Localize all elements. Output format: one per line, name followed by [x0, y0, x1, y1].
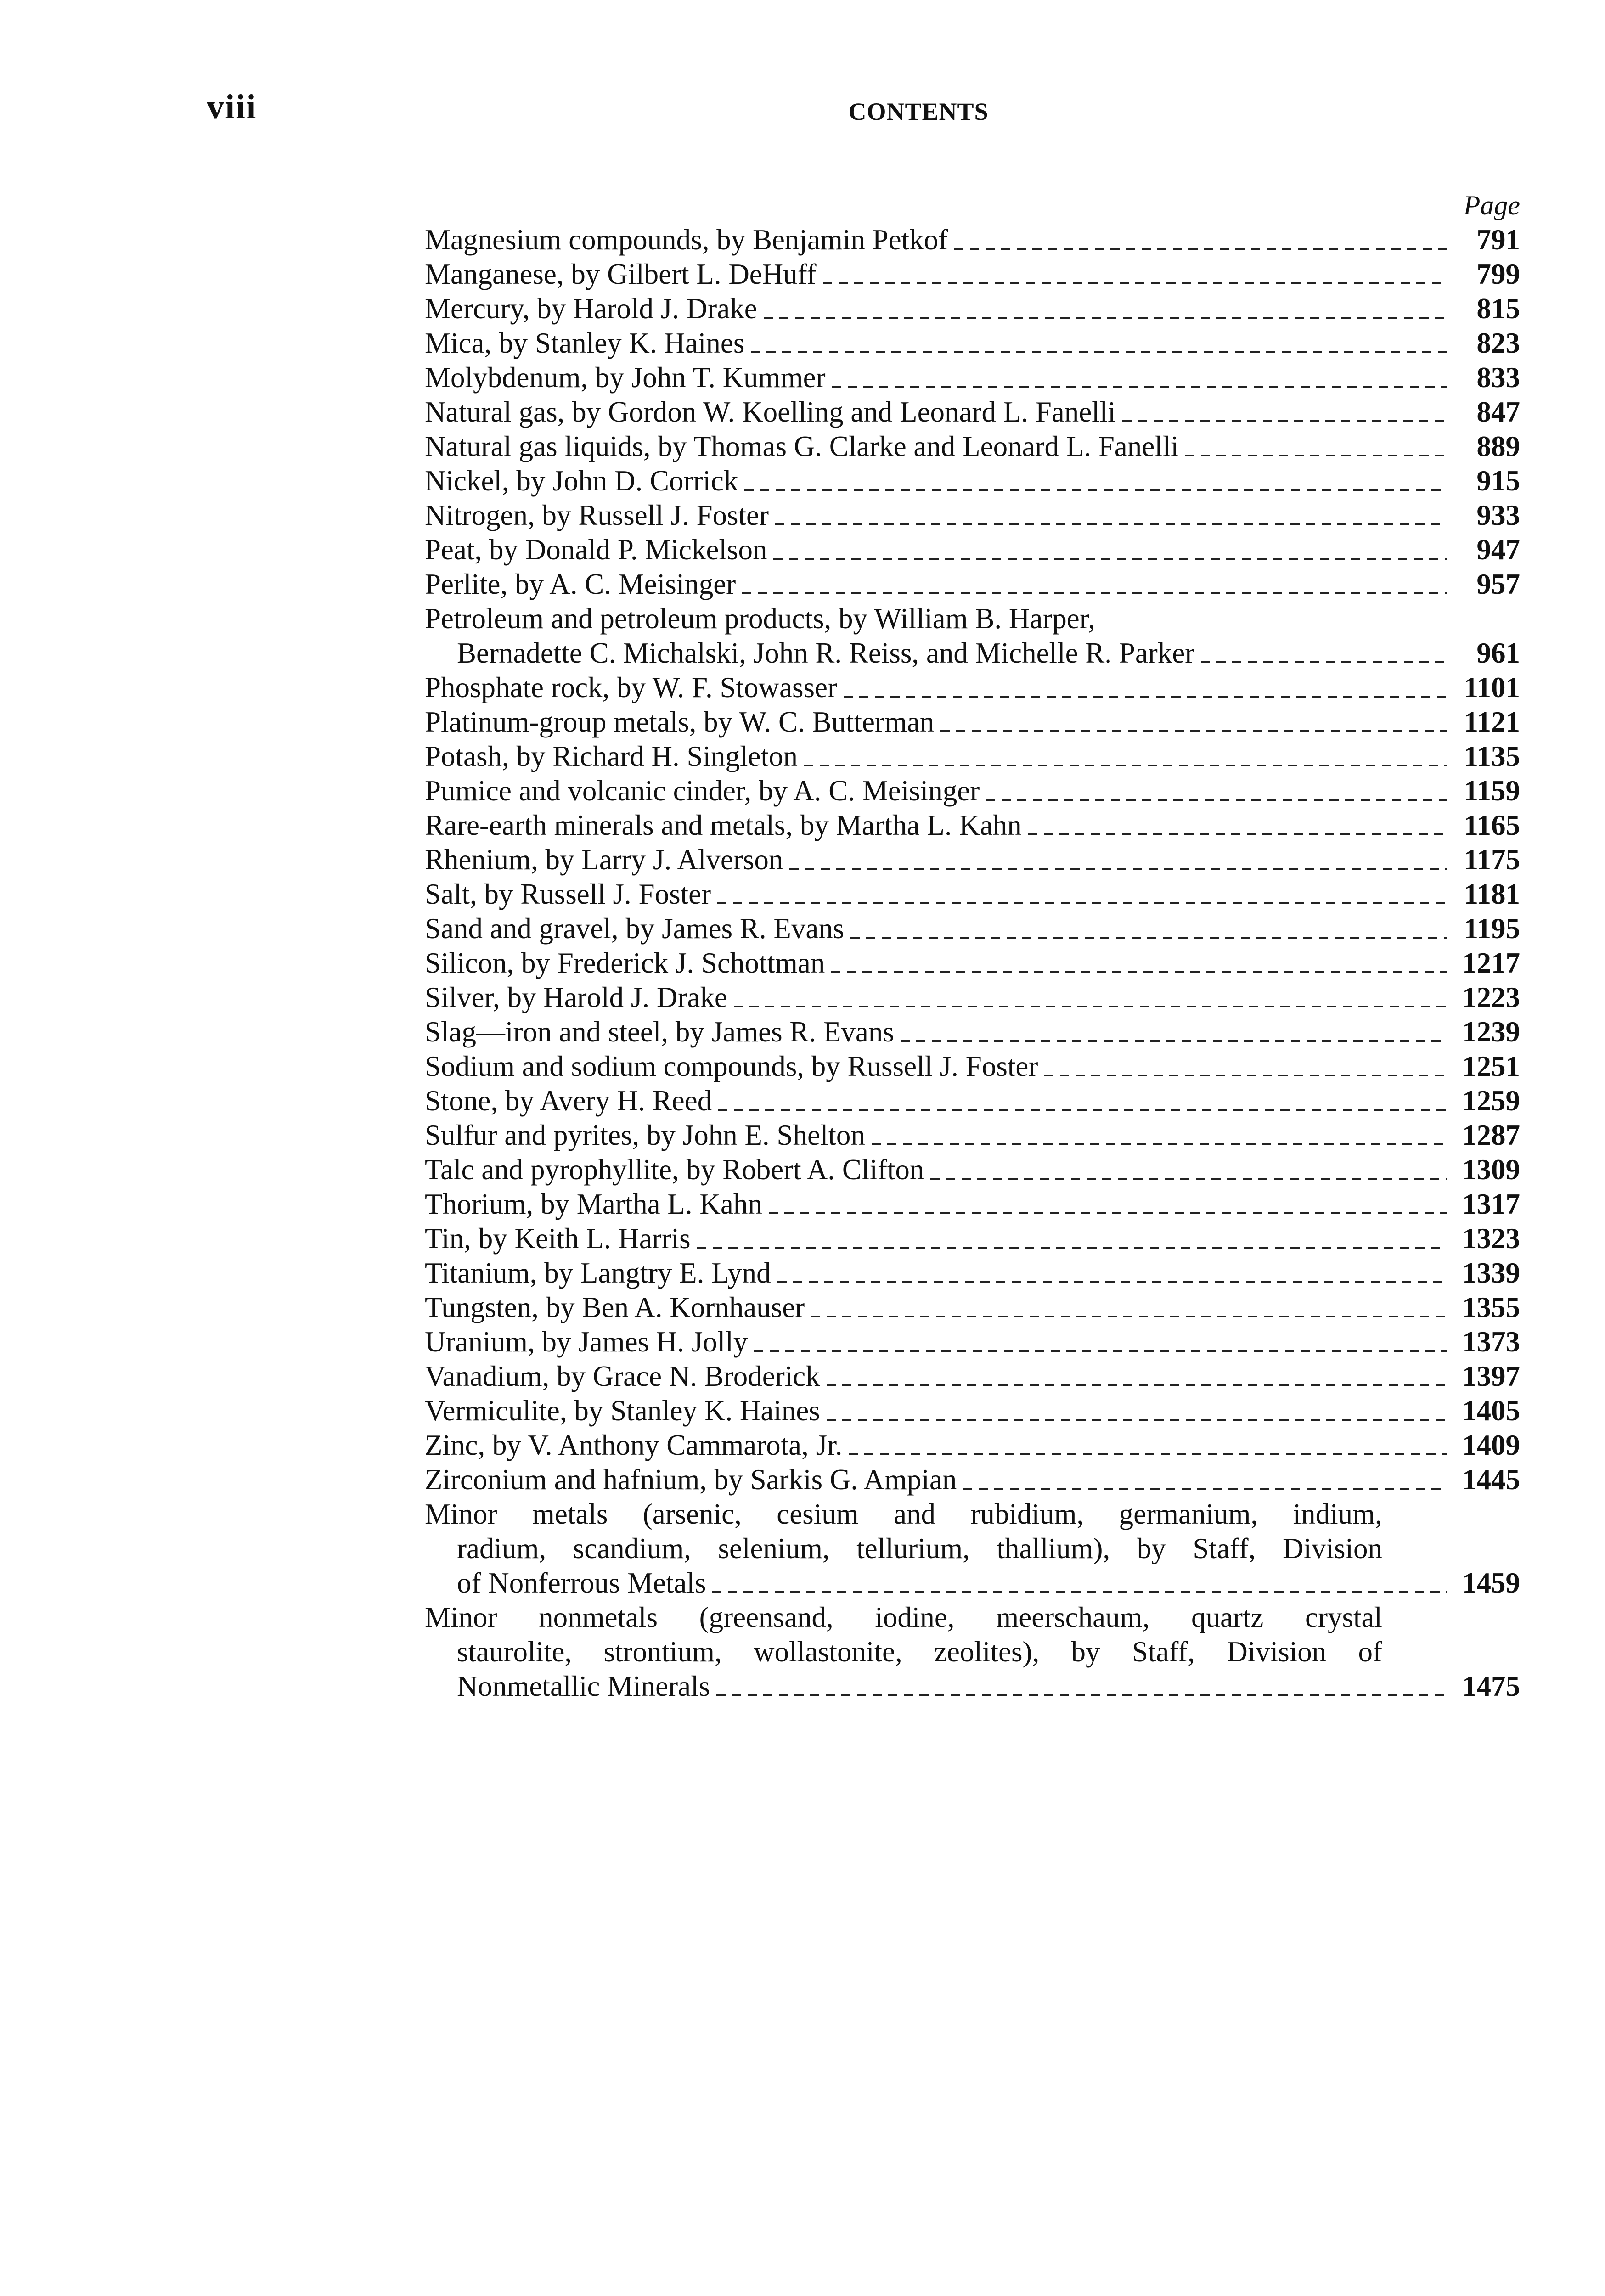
toc-entry-text: of Nonferrous Metals: [457, 1567, 706, 1599]
toc-entry-title: [425, 912, 1451, 946]
toc-entry-title: [425, 464, 1451, 498]
toc-entry-line: [425, 1531, 1451, 1566]
toc-entry-text: Vermiculite, by Stanley K. Haines: [425, 1395, 820, 1427]
toc-page-number: 1195: [1464, 912, 1520, 945]
toc-entry-title: [425, 1428, 1451, 1463]
toc-page-number: 815: [1476, 293, 1520, 325]
dot-leader: [831, 971, 1447, 973]
toc-entry: [425, 980, 1520, 1015]
toc-entry: [425, 912, 1520, 946]
dot-leader: [712, 1591, 1447, 1593]
dot-leader: [716, 1694, 1447, 1696]
toc-entry-text: Perlite, by A. C. Meisinger: [425, 568, 736, 600]
toc-entry: [425, 1256, 1520, 1290]
toc-entry-text: Minor nonmetals (greensand, iodine, meerschaum, quartz crystal: [425, 1601, 1382, 1633]
toc-entry: [425, 1153, 1520, 1187]
toc-entry-line: [425, 670, 1451, 705]
toc-page-number: 1323: [1462, 1222, 1520, 1255]
toc-entry-text: Pumice and volcanic cinder, by A. C. Meisinger: [425, 775, 980, 807]
toc-page-number: 1121: [1464, 706, 1520, 738]
toc-entry: [425, 223, 1520, 257]
toc-entry: [425, 1118, 1520, 1153]
toc-entry: [425, 739, 1520, 774]
toc-page-number: 1251: [1462, 1050, 1520, 1082]
toc-entry: [425, 395, 1520, 429]
toc-entry-text: Mica, by Stanley K. Haines: [425, 327, 745, 359]
toc-entry-title: [425, 980, 1451, 1015]
toc-entry-title: [425, 1049, 1451, 1084]
toc-entry-title: [425, 1015, 1451, 1049]
toc-entry: [425, 326, 1520, 360]
toc-entry: [425, 1497, 1520, 1600]
toc-entry-line: [425, 1394, 1451, 1428]
toc-entry-line: [425, 1256, 1451, 1290]
dot-leader: [849, 1453, 1447, 1455]
toc-entry-text: Nitrogen, by Russell J. Foster: [425, 499, 769, 531]
dot-leader: [754, 1350, 1447, 1352]
toc-page-number: 1405: [1462, 1395, 1520, 1427]
toc-entry-text: Vanadium, by Grace N. Broderick: [425, 1360, 820, 1392]
toc-entry-text: Natural gas, by Gordon W. Koelling and Leonard L. Fanelli: [425, 396, 1116, 428]
dot-leader: [789, 868, 1447, 870]
page-column-heading: Page: [1463, 190, 1520, 220]
toc-entry-title: [425, 1153, 1451, 1187]
toc-entry-text: Tin, by Keith L. Harris: [425, 1222, 691, 1255]
toc-page-number: 1317: [1462, 1188, 1520, 1220]
toc-entry-text: Nonmetallic Minerals: [457, 1670, 710, 1702]
toc-page-number: 1459: [1462, 1567, 1520, 1599]
toc-page-number: 1397: [1462, 1360, 1520, 1392]
toc-page-number: 1373: [1462, 1326, 1520, 1358]
toc-entry-title: [425, 395, 1451, 429]
dot-leader: [744, 489, 1447, 491]
toc-entry-line: [425, 257, 1451, 292]
toc-entry-text: radium, scandium, selenium, tellurium, thallium), by Staff, Division: [457, 1532, 1382, 1564]
toc-entry-text: Stone, by Avery H. Reed: [425, 1085, 712, 1117]
toc-entry-title: [425, 1497, 1451, 1600]
toc-entry-text: Minor metals (arsenic, cesium and rubidium, germanium, indium,: [425, 1498, 1382, 1530]
toc-entry-text: Talc and pyrophyllite, by Robert A. Clifton: [425, 1154, 924, 1186]
toc-page-number: 847: [1476, 396, 1520, 428]
toc-page-number: 1165: [1464, 809, 1520, 841]
toc-entry-title: [425, 292, 1451, 326]
dot-leader: [850, 937, 1447, 939]
toc-entry: [425, 877, 1520, 912]
dot-leader: [764, 317, 1447, 319]
table-of-contents: [425, 188, 1520, 1704]
toc-entry-line: [425, 292, 1451, 326]
toc-entry-text: Sodium and sodium compounds, by Russell J. Foster: [425, 1050, 1038, 1082]
dot-leader: [954, 248, 1447, 250]
toc-entry-line: [425, 1084, 1451, 1118]
toc-entry-line: [425, 1049, 1451, 1084]
toc-page-number: 1101: [1464, 671, 1520, 703]
toc-page-number: 1409: [1462, 1429, 1520, 1461]
dot-leader: [844, 696, 1447, 698]
toc-entry: [425, 1084, 1520, 1118]
toc-entry: [425, 1015, 1520, 1049]
dot-leader: [1122, 420, 1447, 422]
toc-entry-text: Molybdenum, by John T. Kummer: [425, 361, 826, 394]
toc-entry-line: [425, 877, 1451, 912]
toc-entry-text: staurolite, strontium, wollastonite, zeolites), by Staff, Division of: [457, 1636, 1382, 1668]
dot-leader: [872, 1143, 1447, 1145]
toc-entry-title: [425, 602, 1451, 670]
dot-leader: [718, 1109, 1447, 1111]
toc-entry-line: [425, 1325, 1451, 1359]
dot-leader: [777, 1281, 1447, 1283]
toc-entry-line: [425, 1497, 1451, 1531]
dot-leader: [804, 765, 1447, 766]
dot-leader: [742, 592, 1447, 594]
page-number: viii: [207, 88, 257, 126]
toc-entry-line: [425, 1463, 1451, 1497]
toc-entry-line: [425, 808, 1451, 843]
toc-entry-line: [425, 636, 1451, 670]
dot-leader: [1201, 661, 1447, 663]
toc-entry-text: Silver, by Harold J. Drake: [425, 981, 727, 1013]
toc-entry-line: [425, 360, 1451, 395]
toc-entry-line: [425, 567, 1451, 602]
toc-entry: [425, 533, 1520, 567]
toc-entry-title: [425, 1600, 1451, 1704]
toc-entry-text: Sulfur and pyrites, by John E. Shelton: [425, 1119, 865, 1151]
toc-entry: [425, 1359, 1520, 1394]
toc-entry-title: [425, 1187, 1451, 1221]
dot-leader: [827, 1419, 1447, 1421]
toc-entry-text: Rare-earth minerals and metals, by Martha L. Kahn: [425, 809, 1022, 841]
toc-entry-text: Sand and gravel, by James R. Evans: [425, 912, 845, 945]
toc-entry-title: [425, 877, 1451, 912]
toc-entry-text: Petroleum and petroleum products, by William B. Harper,: [425, 602, 1095, 635]
dot-leader: [769, 1212, 1447, 1214]
toc-page-number: 1339: [1462, 1257, 1520, 1289]
toc-entry-title: [425, 533, 1451, 567]
toc-entry: [425, 567, 1520, 602]
toc-entry: [425, 1428, 1520, 1463]
toc-entry-text: Uranium, by James H. Jolly: [425, 1326, 748, 1358]
toc-entry-title: [425, 1463, 1451, 1497]
toc-entry-text: Tungsten, by Ben A. Kornhauser: [425, 1291, 805, 1323]
toc-entry: [425, 1049, 1520, 1084]
toc-entry-title: [425, 257, 1451, 292]
toc-page-number: 1309: [1462, 1154, 1520, 1186]
dot-leader: [823, 282, 1447, 284]
toc-entry-title: [425, 946, 1451, 980]
toc-page-number: 947: [1476, 534, 1520, 566]
toc-entry: [425, 360, 1520, 395]
toc-entry-line: [425, 739, 1451, 774]
toc-entry-title: [425, 567, 1451, 602]
toc-page-number: 961: [1476, 637, 1520, 669]
dot-leader: [734, 1006, 1447, 1007]
dot-leader: [773, 558, 1447, 560]
dot-leader: [832, 386, 1447, 388]
toc-entry-title: [425, 1118, 1451, 1153]
dot-leader: [717, 902, 1447, 904]
toc-entry-title: [425, 1084, 1451, 1118]
toc-entry-title: [425, 1256, 1451, 1290]
toc-entry-title: [425, 1359, 1451, 1394]
toc-entry: [425, 498, 1520, 533]
toc-page-number: 1135: [1464, 740, 1520, 772]
toc-entry: [425, 1600, 1520, 1704]
toc-entry: [425, 1290, 1520, 1325]
toc-entry: [425, 1325, 1520, 1359]
toc-entry-text: Peat, by Donald P. Mickelson: [425, 534, 767, 566]
toc-entry-text: Silicon, by Frederick J. Schottman: [425, 947, 825, 979]
toc-page-number: 889: [1476, 430, 1520, 462]
toc-entry-title: [425, 808, 1451, 843]
toc-entry-line: [425, 705, 1451, 739]
toc-page-number: 1475: [1462, 1670, 1520, 1702]
toc-entry-line: [425, 843, 1451, 877]
toc-entry-line: [425, 946, 1451, 980]
toc-entry-title: [425, 1394, 1451, 1428]
toc-entry: [425, 843, 1520, 877]
toc-page-number: 1175: [1464, 844, 1520, 876]
toc-entry: [425, 1221, 1520, 1256]
toc-page-number: 1355: [1462, 1291, 1520, 1323]
toc-entry: [425, 464, 1520, 498]
toc-entry-title: [425, 843, 1451, 877]
dot-leader: [901, 1040, 1447, 1042]
toc-entry-line: [425, 1600, 1451, 1635]
toc-entry-text: Nickel, by John D. Corrick: [425, 465, 738, 497]
toc-entry: [425, 429, 1520, 464]
toc-entry-line: [425, 602, 1451, 636]
toc-entry-text: Platinum-group metals, by W. C. Butterman: [425, 706, 935, 738]
dot-leader: [775, 523, 1447, 525]
toc-page-number: 1181: [1464, 878, 1520, 910]
toc-entry-line: [425, 533, 1451, 567]
toc-entry-line: [425, 1359, 1451, 1394]
toc-entry-text: Thorium, by Martha L. Kahn: [425, 1188, 762, 1220]
toc-entry-line: [425, 1290, 1451, 1325]
dot-leader: [940, 730, 1447, 732]
toc-entry-title: [425, 1221, 1451, 1256]
toc-page-number: 1159: [1464, 775, 1520, 807]
toc-page-number: 799: [1476, 258, 1520, 290]
dot-leader: [697, 1247, 1447, 1249]
toc-entry-line: [425, 1015, 1451, 1049]
toc-page-number: 1259: [1462, 1085, 1520, 1117]
toc-entry-line: [425, 395, 1451, 429]
toc-entry: [425, 257, 1520, 292]
toc-entry-line: [425, 1635, 1451, 1669]
toc-entry: [425, 602, 1520, 670]
toc-entry-line: [425, 980, 1451, 1015]
toc-entry-title: [425, 1325, 1451, 1359]
toc-entry-title: [425, 705, 1451, 739]
toc-entry: [425, 292, 1520, 326]
toc-entry-title: [425, 774, 1451, 808]
running-head: CONTENTS: [848, 98, 989, 125]
toc-page-number: 833: [1476, 361, 1520, 394]
toc-entry-line: [425, 1187, 1451, 1221]
toc-entry-text: Rhenium, by Larry J. Alverson: [425, 844, 783, 876]
toc-entry: [425, 774, 1520, 808]
toc-entry-title: [425, 739, 1451, 774]
toc-entry-line: [425, 223, 1451, 257]
toc-page-number: 933: [1476, 499, 1520, 531]
toc-entry-line: [425, 498, 1451, 533]
dot-leader: [811, 1316, 1447, 1317]
toc-entry: [425, 1394, 1520, 1428]
dot-leader: [1028, 833, 1447, 835]
toc-entry-text: Natural gas liquids, by Thomas G. Clarke and Leonard L. Fanelli: [425, 430, 1179, 462]
toc-entry-line: [425, 1153, 1451, 1187]
toc-entry-line: [425, 1566, 1451, 1600]
toc-page-number: 957: [1476, 568, 1520, 600]
toc-entry: [425, 1187, 1520, 1221]
toc-page-number: 1445: [1462, 1463, 1520, 1496]
toc-entry-line: [425, 1221, 1451, 1256]
toc-entry-title: [425, 360, 1451, 395]
toc-entry-line: [425, 1428, 1451, 1463]
toc-page-number: 915: [1476, 465, 1520, 497]
dot-leader: [1185, 455, 1447, 456]
toc-page-number: 1217: [1462, 947, 1520, 979]
toc-entry-line: [425, 1669, 1451, 1704]
toc-entry: [425, 705, 1520, 739]
toc-entry-text: Phosphate rock, by W. F. Stowasser: [425, 671, 837, 703]
toc-entry: [425, 808, 1520, 843]
dot-leader: [963, 1488, 1447, 1490]
dot-leader: [1044, 1075, 1447, 1076]
toc-page-number: 1239: [1462, 1016, 1520, 1048]
toc-entry-text: Titanium, by Langtry E. Lynd: [425, 1257, 771, 1289]
dot-leader: [930, 1178, 1447, 1180]
toc-entry-line: [425, 429, 1451, 464]
toc-entry-title: [425, 1290, 1451, 1325]
toc-entry-line: [425, 326, 1451, 360]
toc-entry-line: [425, 774, 1451, 808]
toc-entry-title: [425, 429, 1451, 464]
toc-entry-title: [425, 326, 1451, 360]
toc-entry-line: [425, 464, 1451, 498]
toc-entry-text: Zinc, by V. Anthony Cammarota, Jr.: [425, 1429, 843, 1461]
dot-leader: [751, 351, 1447, 353]
toc-entry-line: [425, 912, 1451, 946]
toc-entry-text: Potash, by Richard H. Singleton: [425, 740, 798, 772]
toc-entry-text: Slag—iron and steel, by James R. Evans: [425, 1016, 894, 1048]
toc-entry: [425, 946, 1520, 980]
toc-entry-text: Mercury, by Harold J. Drake: [425, 293, 757, 325]
toc-page-number: 791: [1476, 224, 1520, 256]
toc-entry: [425, 1463, 1520, 1497]
dot-leader: [986, 799, 1447, 801]
toc-entry-line: [425, 1118, 1451, 1153]
toc-page-number: 823: [1476, 327, 1520, 359]
toc-page-number: 1287: [1462, 1119, 1520, 1151]
toc-entry-title: [425, 670, 1451, 705]
toc-entry-text: Zirconium and hafnium, by Sarkis G. Ampian: [425, 1463, 957, 1496]
toc-entry: [425, 670, 1520, 705]
toc-entry-text: Salt, by Russell J. Foster: [425, 878, 711, 910]
toc-entry-text: Manganese, by Gilbert L. DeHuff: [425, 258, 817, 290]
toc-entry-title: [425, 223, 1451, 257]
toc-entry-text: Bernadette C. Michalski, John R. Reiss, and Michelle R. Parker: [457, 637, 1195, 669]
dot-leader: [827, 1384, 1447, 1386]
toc-entry-text: Magnesium compounds, by Benjamin Petkof: [425, 224, 948, 256]
toc-page-number: 1223: [1462, 981, 1520, 1013]
toc-entry-title: [425, 498, 1451, 533]
